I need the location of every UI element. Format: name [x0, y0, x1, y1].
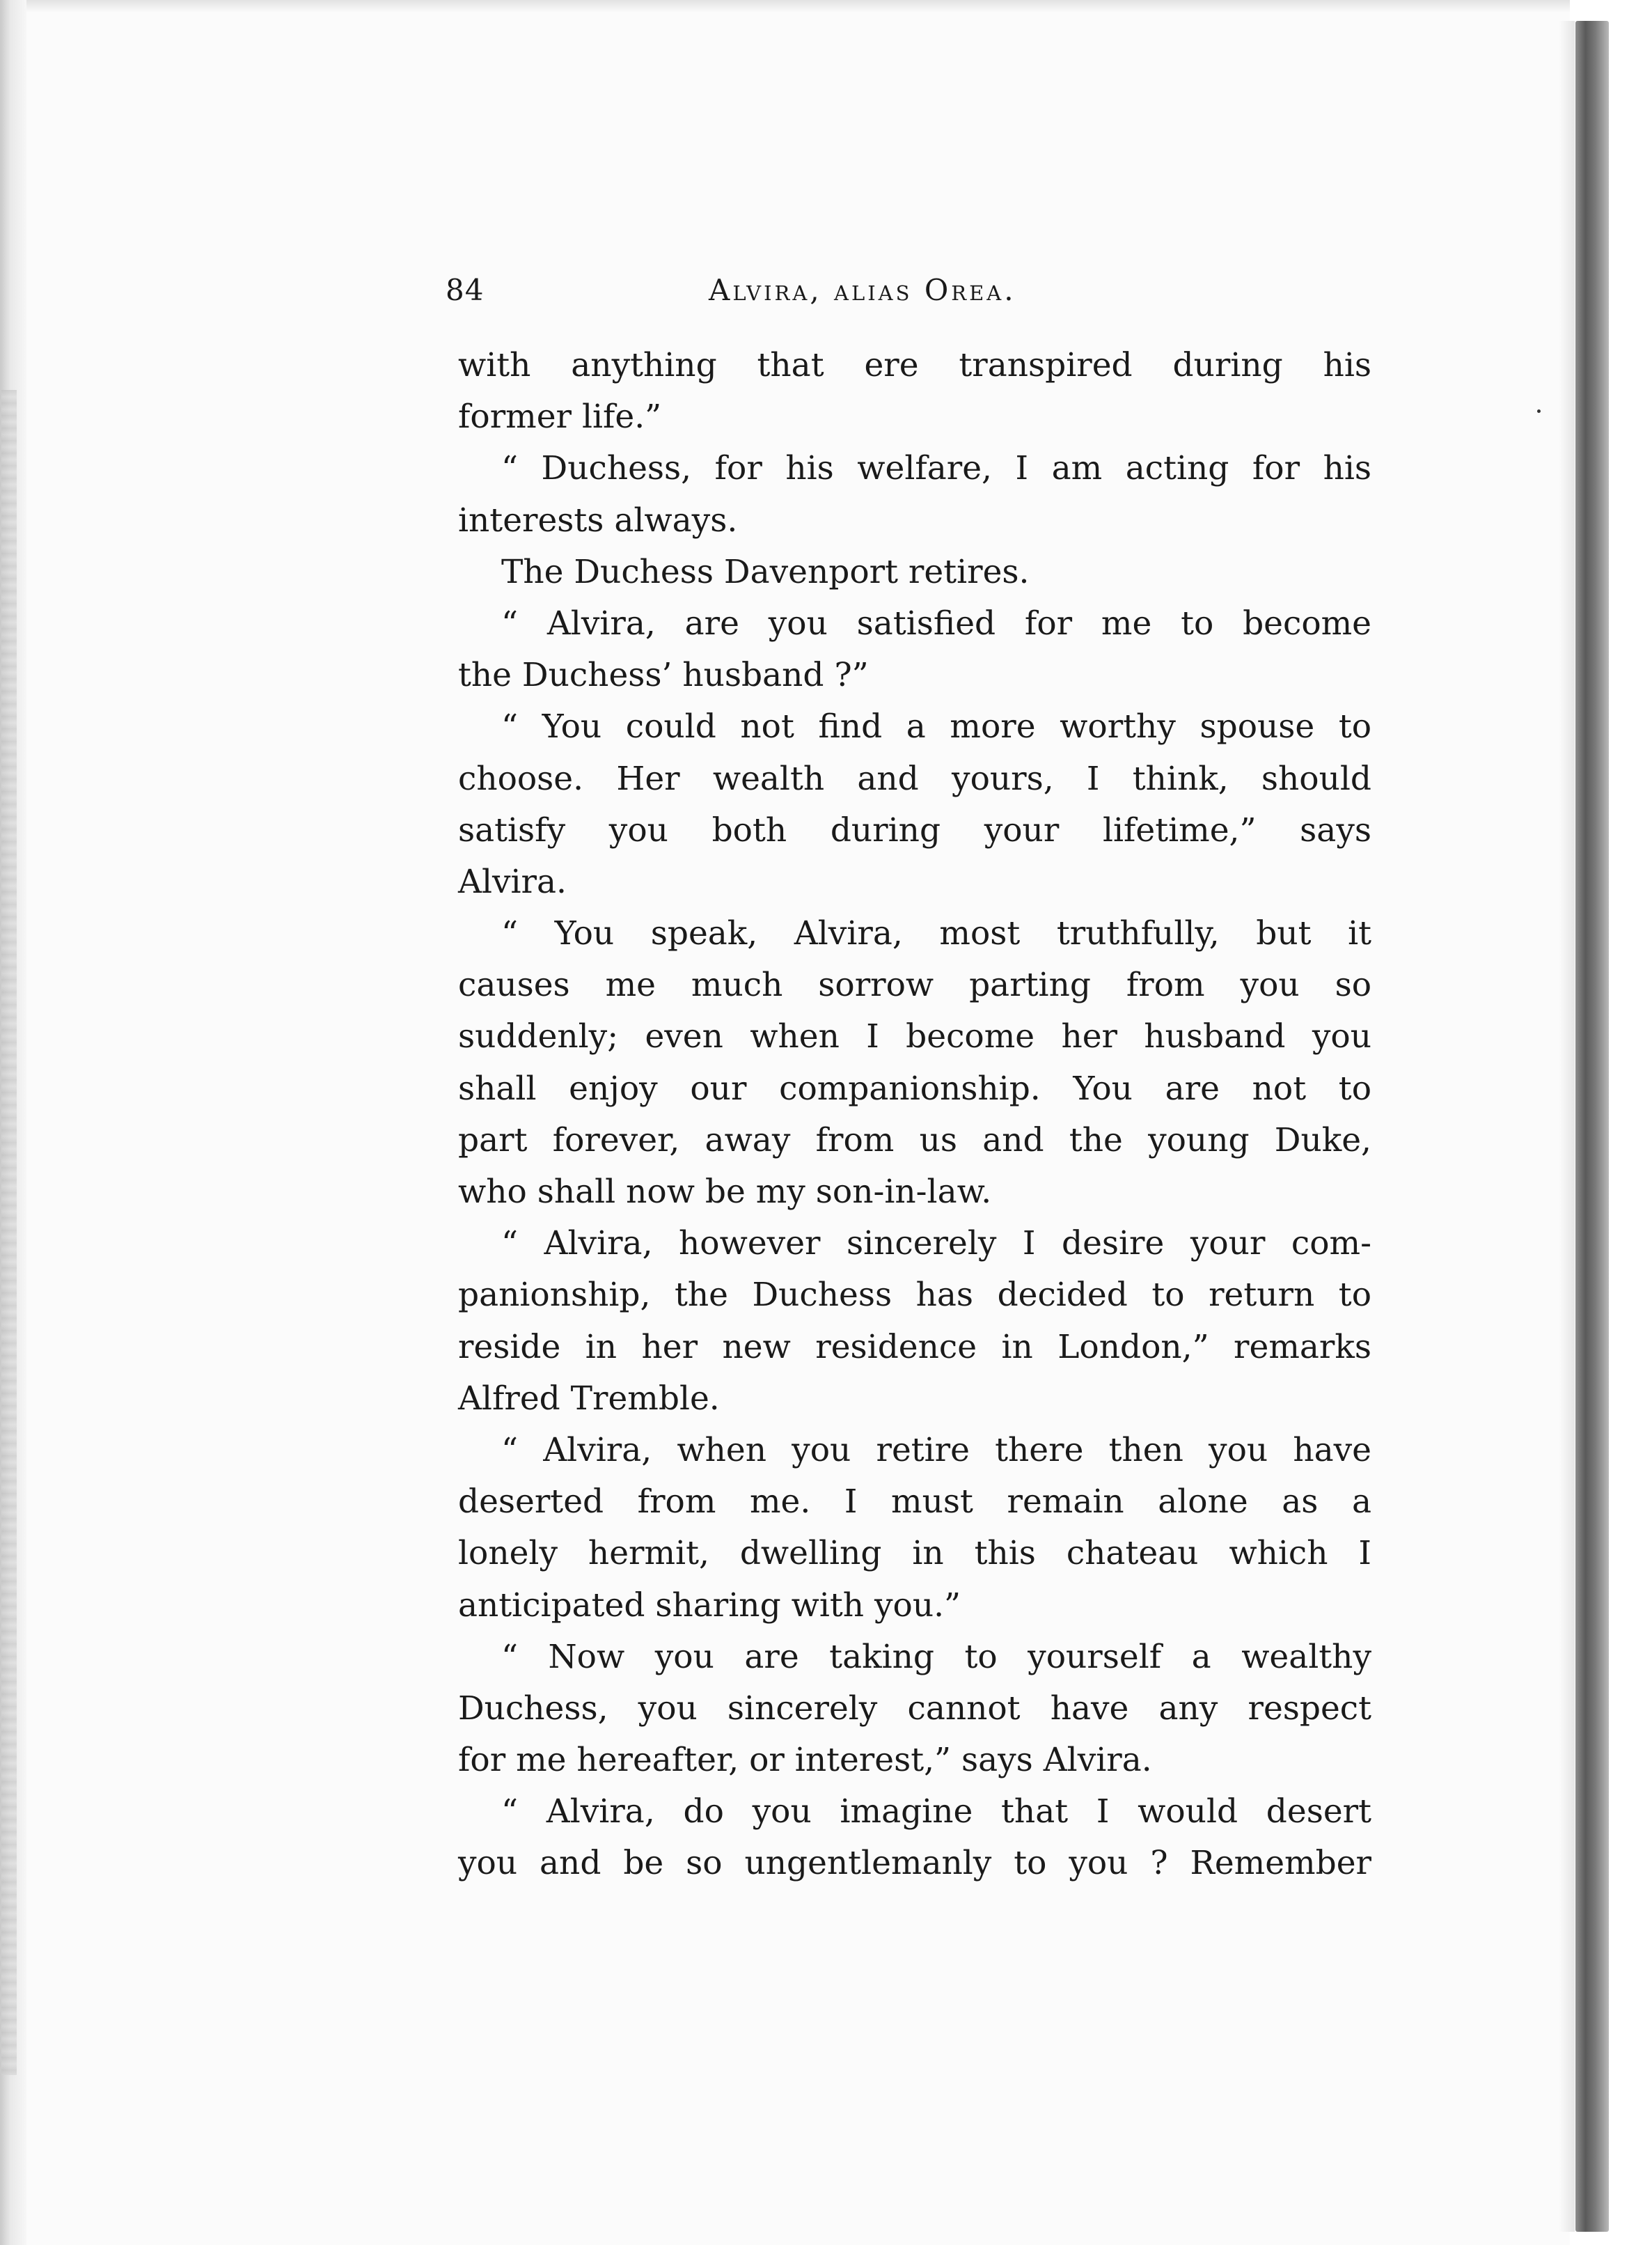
running-head: Alvira, alias Orea. [709, 273, 1016, 307]
text-line: deserted from me. I must remain alone as a [458, 1483, 1371, 1522]
page-stack-inner-shadow [1559, 21, 1575, 2232]
ink-speck [1537, 409, 1541, 413]
text-line: The Duchess Davenport retires. [501, 552, 1030, 591]
text-line: interests always. [458, 501, 738, 540]
text-line: for me hereafter, or interest,” says Alvira. [458, 1741, 1152, 1780]
text-line: you and be so ungentlemanly to you ? Remember [458, 1844, 1371, 1883]
text-line: part forever, away from us and the young Duke, [458, 1120, 1371, 1159]
text-line: “ Alvira, when you retire there then you have [501, 1430, 1371, 1469]
text-line: anticipated sharing with you.” [458, 1586, 961, 1625]
text-line: who shall now be my son-in-law. [458, 1173, 992, 1211]
text-line: “ Alvira, are you satisfied for me to become [501, 604, 1371, 643]
page-number: 84 [446, 273, 485, 307]
text-line: with anything that ere transpired during his [458, 346, 1371, 384]
text-line: “ Now you are taking to yourself a wealthy [501, 1637, 1371, 1676]
text-line: the Duchess’ husband ?” [458, 656, 869, 695]
text-line: causes me much sorrow parting from you so [458, 966, 1371, 1005]
text-line: “ Alvira, do you imagine that I would desert [501, 1792, 1371, 1831]
text-line: reside in her new residence in London,” remarks [458, 1327, 1371, 1366]
text-line: “ You could not find a more worthy spouse to [501, 707, 1371, 746]
page-top-edge [0, 0, 1652, 13]
text-line: “ Duchess, for his welfare, I am acting for his [501, 449, 1371, 488]
text-line: lonely hermit, dwelling in this chateau which I [458, 1534, 1371, 1573]
text-line: Alvira. [458, 862, 567, 901]
text-line: Duchess, you sincerely cannot have any respect [458, 1689, 1371, 1728]
text-line: suddenly; even when I become her husband you [458, 1017, 1371, 1056]
text-line: Alfred Tremble. [458, 1379, 720, 1418]
text-line: former life.” [458, 398, 662, 437]
text-line: shall enjoy our companionship. You are not to [458, 1069, 1371, 1108]
page-header [446, 273, 1371, 315]
text-line: “ Alvira, however sincerely I desire your com- [501, 1224, 1371, 1263]
page-stack-shadow [1575, 21, 1609, 2232]
binding-stitching [1, 390, 17, 2075]
text-line: choose. Her wealth and yours, I think, should [458, 759, 1371, 798]
text-line: “ You speak, Alvira, most truthfully, but it [501, 914, 1371, 953]
text-line: satisfy you both during your lifetime,” says [458, 811, 1371, 850]
text-line: panionship, the Duchess has decided to return to [458, 1276, 1371, 1315]
page-body [458, 340, 1371, 1890]
